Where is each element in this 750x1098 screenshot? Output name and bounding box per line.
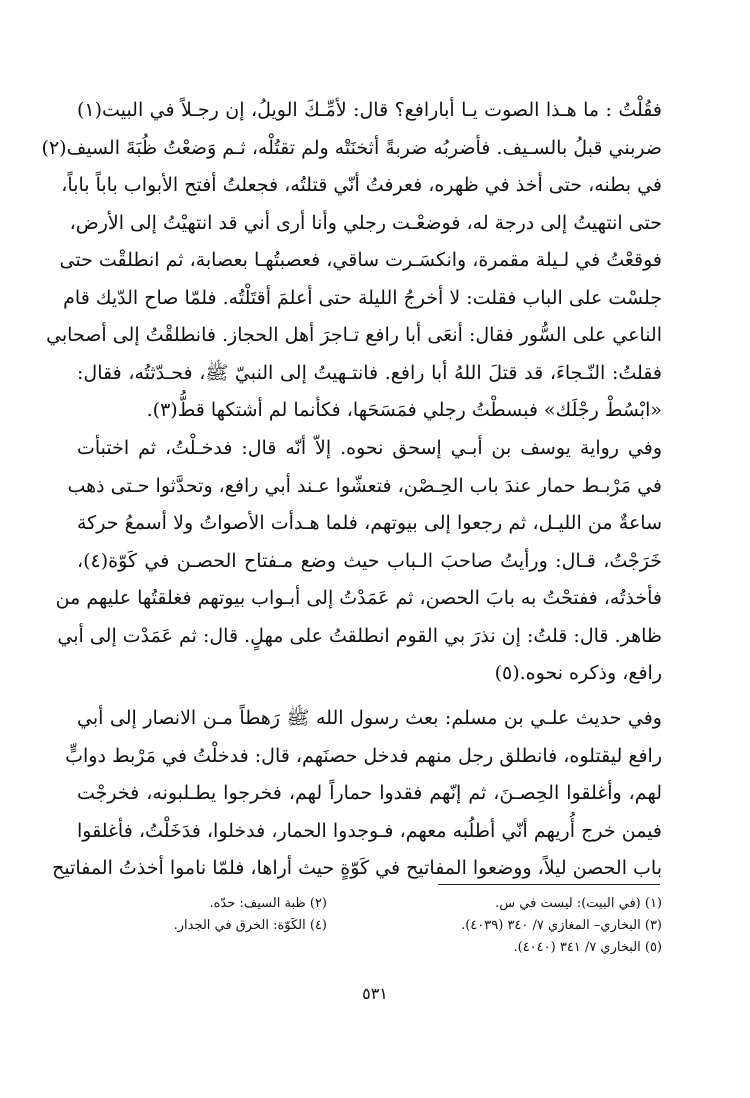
footnote-divider	[438, 884, 660, 885]
text-line: رافع ليقتلوه، فانطلق رجل منهم فدخل حصنَهم، قال: فدخلْتُ في مَرْبط دوابٍّ	[65, 744, 662, 767]
footnote-4: (٤) الكَوّة: الخرق في الجدار.	[173, 918, 327, 933]
text-line: «ابْسُطْ رجْلَك» فبسطْتُ رجلي فمَسَحَها، فكأنما لم أشتكها قطُّ(٣).	[146, 399, 662, 421]
footnote-5: (٥) البخاري ٧/ ٣٤١ (٤٠٤٠).	[513, 940, 662, 955]
text-line: حتى انتهيتُ إلى درجة له، فوضعْـت رجلي وأنا أرى أني قد انتهيْتُ إلى الأرض،	[69, 211, 662, 234]
text-line: في مَرْبـط حمار عندَ باب الحِـصْن، فتعشّوا عـند أبي رافع، وتحدَّثوا حـتى ذهب	[67, 474, 662, 497]
text-line: رافع، وذكره نحوه.(٥)	[494, 662, 662, 684]
text-line: الناعي على السُّور فقال: أنعَى أبا رافع تـاجرَ أهل الحجاز. فانطلقْتُ إلى أصحابي	[46, 324, 662, 346]
text-line: في بطنه، حتى أخذ في ظهره، فعرفتُ أنّي قتلتُه، فجعلتُ أفتح الأبواب باباً باباً،	[61, 174, 662, 196]
paragraph-3	[52, 700, 662, 888]
text-line: باب الحصن ليلاً، ووضعوا المفاتيح في كَوّةٍ حيث أراها، فلمّا ناموا أخذتُ المفاتيح	[52, 857, 662, 879]
text-line: فقلتُ: النّـجاءَ، قد قتلَ اللهُ أبا رافع. فانتـهيتُ إلى النبيّ ﷺ، فحـدّثتُه، فقال:	[77, 361, 662, 384]
text-line: فأخذتُه، ففتحْتُ به بابَ الحصن، ثم عَمَدْتُ إلى أبـواب بيوتهم فغلقتُها عليهم من	[55, 587, 662, 609]
text-line: فقُلْتُ : ما هـذا الصوت يـا أبارافع؟ قال: لأمِّـكَ الويلُ، إن رجـلاً في البيت(١)	[77, 99, 662, 121]
text-line: فيمن خرج أُريهم أنّي أطلُبه معهم، فـوجدوا الحمار، فدخلوا، فدَخَلْتُ، فأغلقوا	[77, 819, 662, 842]
footnote-1: (١) (في البيت): ليست في س.	[495, 896, 662, 911]
text-line: فوقعْتُ في لـيلة مقمرة، وانكسَـرت ساقي، فعصبتُهـا بعصابة، ثم انطلقْت حتى	[59, 249, 662, 271]
text-line: وفي حديث علـي بن مسلم: بعث رسول الله ﷺ رَهطاً مـن الانصار إلى أبي	[77, 707, 662, 729]
page-number: ٥٣١	[362, 984, 388, 1003]
text-line: ظاهر. قال: قلتُ: إن نذرَ بي القوم انطلقتُ على مهلٍ. قال: ثم عَمَدْت إلى أبي	[57, 624, 662, 647]
footnote-row	[77, 893, 662, 915]
footnote-row	[77, 937, 662, 959]
paragraph-1	[41, 92, 662, 430]
text-line: ضربني قبلُ بالسـيف. فأضربُه ضربةً أثخنَتْه ولم تقتُلْه، ثـم وَضعْتُ ظُبَةَ السيف(٢)	[41, 136, 662, 159]
footnote-3: (٣) البخاري– المغازي ٧/ ٣٤٠ (٤٠٣٩).	[461, 918, 662, 933]
text-line: خَرَجْتُ، قـال: ورأيتُ صاحبَ الـباب حيث وضع مـفتاح الحصـن في كَوّة(٤)،	[77, 549, 662, 572]
footnotes	[77, 893, 662, 959]
text-line: ساعةٌ من الليـل، ثم رجعوا إلى بيوتهم، فلما هـدأت الأصواتُ ولا أسمعُ حركة	[77, 512, 662, 534]
text-line: جلسْت على الباب فقلت: لا أخرجُ الليلة حتى أعلمَ أقتَلْتُه. فلمّا صاح الدّيك قام	[63, 286, 662, 309]
footnote-row	[77, 915, 662, 937]
text-line: لهم، وأغلقوا الحِصـنَ، ثم إنّهم فقدوا حماراً لهم، فخرجوا يطـلبونه، فخرجْت	[77, 782, 662, 804]
text-line: وفي رواية يوسف بن أبـي إسحق نحوه. إلاّ أنّه قال: فدخـلْتُ، ثم اختبأت	[77, 437, 662, 459]
paragraph-2	[55, 430, 662, 693]
footnote-2: (٢) ظبة السيف: حدّه.	[209, 896, 327, 911]
